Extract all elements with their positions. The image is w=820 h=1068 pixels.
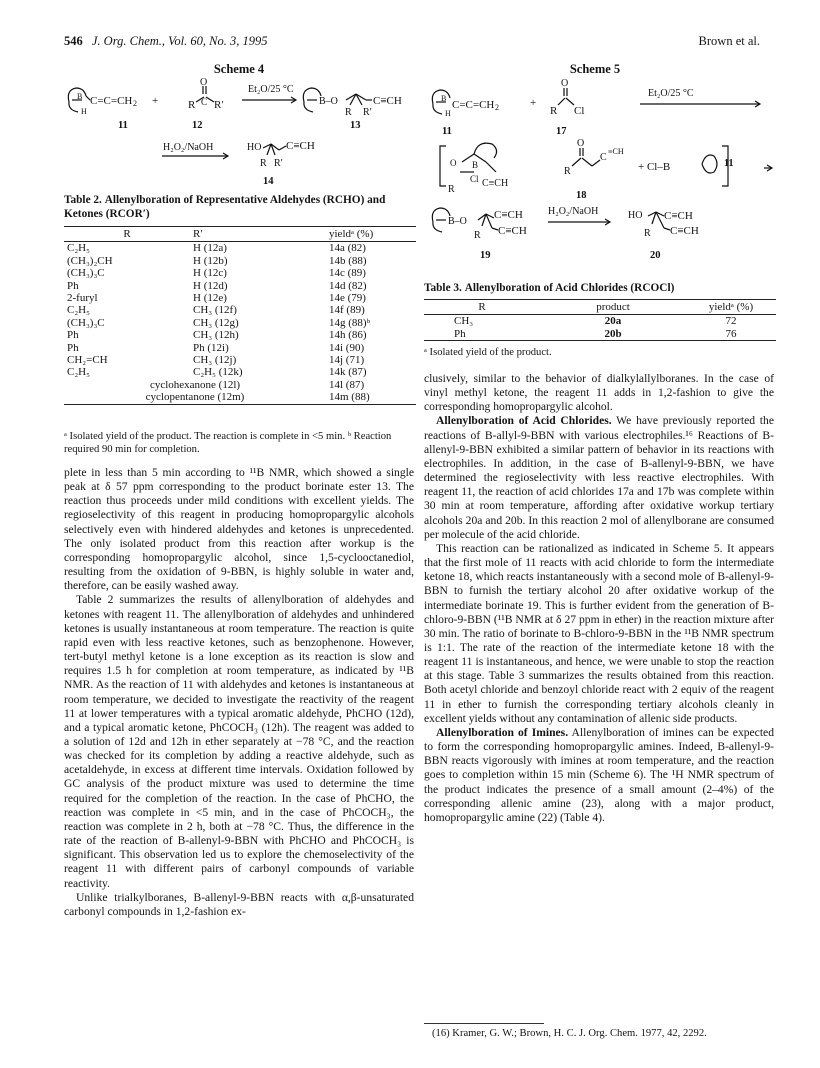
table2-title: Allenylboration of Representative Aldehydes (RCHO) and Ketones (RCOR′) xyxy=(64,194,386,220)
svg-text:R: R xyxy=(188,99,196,111)
footnote-rule xyxy=(424,1023,544,1024)
svg-text:HO: HO xyxy=(247,142,262,153)
svg-text:O: O xyxy=(561,78,569,89)
svg-text:B: B xyxy=(441,94,447,103)
svg-text:11: 11 xyxy=(724,158,734,169)
cell: CH₃ (12j) xyxy=(193,354,237,367)
cell: 14e (79) xyxy=(329,292,366,305)
table3 xyxy=(424,299,776,341)
svg-text:Cl: Cl xyxy=(470,174,479,184)
table-row xyxy=(64,292,416,304)
svg-text:R: R xyxy=(474,230,481,241)
cell: 14c (89) xyxy=(329,267,366,280)
svg-text:HO: HO xyxy=(628,210,643,221)
section-heading-acid-chlorides: Allenylboration of Acid Chlorides. xyxy=(436,414,612,428)
svg-text:C≡CH: C≡CH xyxy=(494,209,523,221)
table-row xyxy=(64,391,416,404)
table3-col-product: product xyxy=(540,300,686,315)
cell: CH₃ (12g) xyxy=(193,316,239,329)
cell: C₂H₅ (12k) xyxy=(193,366,243,379)
svg-text:12: 12 xyxy=(192,120,203,131)
running-header-authors: Brown et al. xyxy=(698,34,760,48)
table-row xyxy=(64,342,416,354)
cell: H (12a) xyxy=(193,242,227,255)
cell: Ph xyxy=(67,279,79,292)
cell: 2-furyl xyxy=(67,292,98,305)
svg-text:+ Cl–B: + Cl–B xyxy=(638,161,671,173)
running-header-left xyxy=(64,34,267,49)
svg-text:Et₂O/25 °C: Et₂O/25 °C xyxy=(648,88,694,99)
svg-text:13: 13 xyxy=(350,120,361,131)
svg-text:B–O: B–O xyxy=(448,216,467,227)
cell: CH₃ xyxy=(454,315,474,328)
svg-text:H₂O₂/NaOH: H₂O₂/NaOH xyxy=(548,206,599,217)
svg-text:B: B xyxy=(77,92,83,101)
svg-text:Et₂O/25 °C: Et₂O/25 °C xyxy=(248,84,294,95)
paragraph xyxy=(424,726,774,825)
cell: 14h (86) xyxy=(329,329,367,342)
section-heading-imines: Allenylboration of Imines. xyxy=(436,725,569,739)
svg-text:C: C xyxy=(201,97,208,107)
footnote-16: (16) Kramer, G. W.; Brown, H. C. J. Org. Chem. 1977, 42, 2292. xyxy=(432,1028,707,1039)
svg-text:C: C xyxy=(600,152,607,163)
paragraph: Table 2 summarizes the results of allenylboration of aldehydes and ketones with reagent 11. The allenylboration of aldehydes and unhindered ketones is usually instantaneous at room temperature. The reaction is quite rapid even with less reactive ketones, such as benzophenone. However, tert-butyl methyl ketone is a lone exception as its reaction is slow and requires 1.5 h for completion at room temperature, as indicated by ¹¹B NMR. As the reaction of 11 with aldehydes and ketones is instantaneous at room temperature, we decided to investigate the reactivity of the reagent 11 at lower temperatures with a typical aromatic aldehyde, PhCHO (12d), and a typical aromatic ketone, PhCOCH₃ (12h). The reagent was added to a solution of 12d and 12h in ether separately at −78 °C, and the reaction was checked for its completion by adding a reactive aldehyde, such as acetaldehyde, in excess at different time intervals. Oxidation followed by GC analysis of the product mixture was used to determine the time required for the completion of the reaction. In the case of PhCHO, the reaction was complete in <5 min, and in the case of PhCOCH₃, the reaction was complete in 2 h, both at −78 °C. Thus, the difference in the rate of the reaction of B-allenyl-9-BBN with PhCHO and PhCOCH₃ is significant. This observation led us to explore the chemoselectivity of the reagent 11 with different pairs of carbonyl compounds of variable reactivity. xyxy=(64,593,414,890)
cell: 14k (87) xyxy=(329,366,367,379)
cell: 20a xyxy=(604,315,622,328)
svg-text:O: O xyxy=(577,138,585,149)
svg-text:+: + xyxy=(530,97,537,109)
cell: 72 xyxy=(725,315,737,328)
svg-text:≡CH: ≡CH xyxy=(608,147,624,156)
table3-caption xyxy=(424,282,776,296)
table-row xyxy=(64,267,416,279)
svg-text:20: 20 xyxy=(650,250,661,261)
table-row xyxy=(64,280,416,292)
svg-text:R: R xyxy=(550,105,558,117)
cell: (CH₃)₃C xyxy=(67,316,105,329)
cell: H (12e) xyxy=(193,292,227,305)
cell: (CH₃)₃C xyxy=(67,267,105,280)
svg-text:R′: R′ xyxy=(214,99,224,111)
journal-citation: J. Org. Chem., Vol. 60, No. 3, 1995 xyxy=(91,34,268,48)
table2-header-row xyxy=(64,227,416,242)
cell: C₂H₅ xyxy=(67,242,90,255)
table-row xyxy=(64,255,416,267)
right-column-text xyxy=(424,372,774,825)
table3-footnote: ᵃ Isolated yield of the product. xyxy=(424,347,552,358)
table3-col-yield: yieldᵃ (%) xyxy=(686,300,776,315)
cell: 14j (71) xyxy=(329,354,365,367)
cell: 14l (87) xyxy=(329,378,365,391)
cell: Ph (12i) xyxy=(193,341,229,354)
cell: 14i (90) xyxy=(329,341,365,354)
table3-col-r: R xyxy=(424,300,540,315)
scheme4-title: Scheme 4 xyxy=(213,62,265,76)
table-row xyxy=(64,317,416,329)
left-column-text xyxy=(64,466,414,919)
scheme5-title: Scheme 5 xyxy=(569,62,621,76)
paragraph: plete in less than 5 min according to ¹¹B NMR, which showed a single peak at δ 57 ppm corresponding to the product borinate ester 13. The reaction thus proceeds under mild conditions with excellent yields. The regioselectivity of this reagent in producing homopropargylic alcohols selectively even with hindered aldehydes and ketones is unprecedented. The only isolated product from this reaction after workup is the corresponding homopropargylic alcohol, since 1,5-cyclooctanediol, resulting from the oxidation of 9-BBN, is highly soluble in water and, therefore, can be easily washed away. xyxy=(64,466,414,593)
table2-footnote: ᵃ Isolated yield of the product. The reaction is complete in <5 min. ᵇ Reaction required 90 min for completion. xyxy=(64,431,392,455)
paragraph: Unlike trialkylboranes, B-allenyl-9-BBN reacts with α,β-unsaturated carbonyl compounds in 1,2-fashion ex- xyxy=(64,890,414,918)
cell: cyclohexanone (12l) xyxy=(149,378,241,391)
svg-text:O: O xyxy=(450,158,457,168)
svg-text:H: H xyxy=(445,109,451,118)
cell: H (12b) xyxy=(193,254,228,267)
table-row xyxy=(424,328,776,341)
svg-text:11: 11 xyxy=(118,120,128,131)
cell: 20b xyxy=(540,328,686,341)
cell: C₂H₅ xyxy=(67,366,90,379)
cell: Ph xyxy=(424,328,540,341)
svg-text:H₂O₂/NaOH: H₂O₂/NaOH xyxy=(163,142,214,153)
svg-text:B: B xyxy=(472,160,479,170)
cell: cyclopentanone (12m) xyxy=(64,391,326,404)
table-row xyxy=(64,354,416,366)
table-row xyxy=(64,379,416,391)
paragraph xyxy=(424,414,774,541)
table2-col-yield: yieldᵃ (%) xyxy=(326,227,416,242)
svg-text:14: 14 xyxy=(263,176,274,187)
svg-text:C=C=CH: C=C=CH xyxy=(90,95,133,107)
table2-caption xyxy=(64,194,416,221)
svg-text:R: R xyxy=(448,184,455,195)
table3-label: Table 3. xyxy=(424,282,462,294)
svg-text:2: 2 xyxy=(495,103,499,112)
paragraph: clusively, similar to the behavior of dialkylallylboranes. In the case of vinyl methyl ketone, the reagent 11 adds in 1,2-fashion to give the corresponding homopropargylic alcohol. xyxy=(424,372,774,414)
table2-col-r: R xyxy=(64,227,190,242)
svg-text:C≡CH: C≡CH xyxy=(498,225,527,237)
svg-text:R: R xyxy=(564,166,571,177)
cell: H (12d) xyxy=(193,279,228,292)
table-row xyxy=(64,366,416,378)
table-row xyxy=(64,329,416,341)
table-row xyxy=(424,315,776,328)
table2-label: Table 2. xyxy=(64,194,102,206)
svg-text:R: R xyxy=(345,107,352,118)
svg-text:Cl: Cl xyxy=(574,105,585,117)
cell: Ph xyxy=(67,341,79,354)
svg-text:R: R xyxy=(260,158,267,169)
cell: 14d (82) xyxy=(329,279,367,292)
paragraph: This reaction can be rationalized as indicated in Scheme 5. It appears that the first mole of 11 reacts with acid chloride to form the intermediate ketone 18, which reacts instantaneously with a second mole of B-allenyl-9-BBN to furnish the tertiary alcohol 20 after oxidative workup of the intermediate borinate 19. This is further evident from the generation of B-chloro-9-BBN (¹¹B NMR at δ 27 ppm in ether) in the reaction mixture after 30 min. The ratio of borinate to B-chloro-9-BBN in the ¹¹B NMR spectrum is 1:1. The rate of the reaction of the intermediate ketone 18 with the reagent 11 is instantaneous, and hence, we were unable to stop the reaction at this stage. Table 3 summarizes the results obtained from this reaction. Both acetyl chloride and benzoyl chloride react with 2 equiv of the reagent 11 in ether to furnish the corresponding tertiary alcohols cleanly in excellent yields without any contamination of allenic side products. xyxy=(424,541,774,725)
svg-text:C=C=CH: C=C=CH xyxy=(452,99,495,111)
cell: Ph xyxy=(67,329,79,342)
table-row xyxy=(64,304,416,316)
table3-header-row xyxy=(424,300,776,315)
svg-text:O: O xyxy=(200,77,208,88)
table2 xyxy=(64,226,416,405)
cell: 14a (82) xyxy=(329,242,366,255)
svg-text:B–O: B–O xyxy=(319,96,338,107)
page-number: 546 xyxy=(64,34,83,48)
scheme5-diagram xyxy=(424,78,774,274)
paragraph-text: Allenylboration of imines can be expected to form the corresponding homopropargylic amines. Indeed, B-allenyl-9-BBN reacts vigorously with imines at room temperature, and the reaction goes to completion within 15 min (Scheme 6). The ¹H NMR spectrum of the product indicates the presence of a small amount (2–4%) of the corresponding allenic amine (23), along with a major product, homopropargylic amine (22) (Table 4). xyxy=(424,725,774,824)
svg-text:C≡CH: C≡CH xyxy=(286,140,315,152)
table3-title: Allenylboration of Acid Chlorides (RCOCl) xyxy=(464,282,675,294)
cell: (CH₃)₂CH xyxy=(67,254,113,267)
svg-text:19: 19 xyxy=(480,250,491,261)
cell: 14m (88) xyxy=(326,391,416,404)
svg-text:C≡CH: C≡CH xyxy=(373,95,402,107)
svg-text:11: 11 xyxy=(442,126,452,137)
cell: CH₂=CH xyxy=(67,354,108,367)
svg-text:+: + xyxy=(152,95,159,107)
cell: C₂H₅ xyxy=(67,304,90,317)
cell: 76 xyxy=(686,328,776,341)
cell: CH₃ (12h) xyxy=(193,329,239,342)
cell: 14g (88)ᵇ xyxy=(329,316,370,329)
svg-text:C≡CH: C≡CH xyxy=(670,225,699,237)
svg-text:2: 2 xyxy=(133,99,137,108)
cell: 14b (88) xyxy=(329,254,367,267)
svg-text:R: R xyxy=(644,228,651,239)
svg-text:R′: R′ xyxy=(363,107,372,118)
svg-text:R′: R′ xyxy=(274,158,283,169)
cell: CH₃ (12f) xyxy=(193,304,237,317)
svg-text:17: 17 xyxy=(556,126,567,137)
table2-col-r-prime: R′ xyxy=(190,227,326,242)
svg-text:C≡CH: C≡CH xyxy=(664,210,693,222)
paragraph-text: We have previously reported the reactions of B-allyl-9-BBN with various electrophiles.¹⁶ Reactions of B-allenyl-9-BBN exhibited a similar pattern of behavior in its reactions with electrophiles. In addition, in the case of B-allenyl-9-BBN, we have determined the regioselectivity with less reactive electrophiles. With reagent 11, the reaction of acid chlorides 17a and 17b was complete within 30 min at room temperature, affording after oxidative workup tertiary alcohols 20a and 20b. In this reaction 2 mol of allenylborane are consumed per molecule of the acid chloride. xyxy=(424,414,774,541)
scheme4-diagram xyxy=(60,78,420,190)
svg-text:H: H xyxy=(81,107,87,116)
table-row xyxy=(64,242,416,255)
svg-text:C≡CH: C≡CH xyxy=(482,178,509,189)
cell: 14f (89) xyxy=(329,304,365,317)
cell: H (12c) xyxy=(193,267,227,280)
svg-text:18: 18 xyxy=(576,190,587,201)
